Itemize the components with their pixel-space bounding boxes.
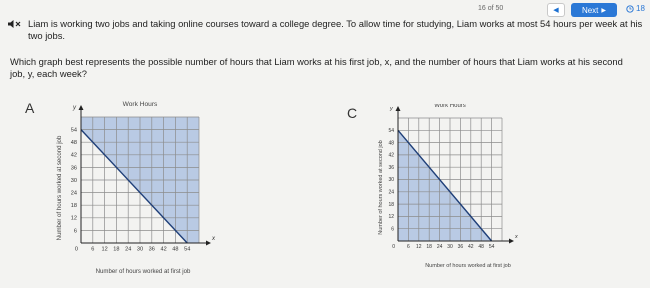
x-tick-label: 30 [447,244,453,250]
x-tick-label: 30 [136,246,144,253]
question-progress: 16 of 50 [478,5,504,12]
choice-c-letter[interactable]: C [347,105,358,121]
y-tick-label: 54 [70,127,77,134]
x-tick-label: 54 [184,246,191,253]
y-tick-label: 6 [391,226,394,233]
x-tick-label: 36 [148,246,155,253]
choice-a-graph[interactable] [55,98,235,281]
y-tick-label: 24 [388,189,394,196]
y-tick-label: 48 [70,140,77,147]
y-tick-label: 42 [70,152,77,159]
x-tick-label: 36 [457,244,464,250]
question-paragraph-1: Liam is working two jobs and taking online courses toward a college degree. To allow time for studying, Liam works at most 54 hours per week at his two jobs. [28,18,643,41]
y-tick-label: 6 [73,228,77,235]
x-axis-letter: x [212,235,216,242]
choice-a-letter[interactable]: A [25,100,35,116]
x-tick-label: 24 [125,246,132,253]
y-tick-label: 18 [388,201,394,208]
y-tick-label: 30 [70,177,77,184]
speaker-icon-graphic [7,19,23,29]
question-paragraph-2: Which graph best represents the possible number of hours that Liam works at his first job, x, and the number of hours that Liam works at his second job, y, each week? [10,56,623,79]
y-tick-label: 12 [70,215,77,222]
y-axis-label: Number of hours worked at second job [378,140,384,235]
x-axis-label: Number of hours worked at first job [95,268,191,275]
x-tick-label: 6 [91,246,95,253]
origin-label: 0 [392,244,395,250]
x-axis-label: Number of hours worked at first job [425,263,511,269]
y-tick-label: 54 [388,127,394,134]
x-tick-label: 48 [172,246,179,253]
speaker-icon[interactable] [7,19,23,31]
y-axis-label: Number of hours worked at second job [56,135,63,241]
choice-c-graph[interactable] [376,104,536,275]
next-button[interactable] [571,3,617,17]
x-tick-label: 18 [113,246,120,253]
clock-icon [626,5,634,13]
y-tick-label: 48 [388,140,394,147]
x-tick-label: 42 [160,246,167,253]
y-axis-arrow [396,106,401,111]
x-tick-label: 42 [468,244,474,250]
y-tick-label: 42 [388,152,394,159]
x-tick-label: 12 [101,246,108,253]
work-hours-chart [376,104,536,270]
previous-button[interactable] [547,3,565,17]
y-axis-letter: y [390,106,393,112]
x-tick-label: 6 [407,244,410,250]
y-tick-label: 30 [388,177,394,184]
x-tick-label: 54 [488,244,495,250]
chart-title: Work Hours [122,101,158,108]
origin-label: 0 [74,246,78,253]
timer [626,4,645,13]
timer-text: 18 [636,4,645,13]
x-axis-arrow [509,239,514,244]
x-axis-arrow [206,241,211,246]
x-tick-label: 24 [436,244,443,250]
x-tick-label: 12 [416,244,422,250]
y-tick-label: 36 [388,164,394,171]
y-tick-label: 18 [70,203,77,210]
x-tick-label: 48 [478,244,484,250]
x-axis-letter: x [515,234,518,240]
y-axis-letter: y [73,104,77,111]
chevron-left-icon: ◀ [553,7,559,14]
y-tick-label: 24 [70,190,77,197]
y-tick-label: 36 [70,165,77,172]
next-button-label: Next [581,5,599,15]
work-hours-chart [55,98,235,276]
chart-title: Work Hours [434,104,466,109]
y-axis-arrow [79,105,84,110]
chevron-right-icon: ▶ [601,7,607,14]
y-tick-label: 12 [388,214,394,221]
x-tick-label: 18 [426,244,432,250]
